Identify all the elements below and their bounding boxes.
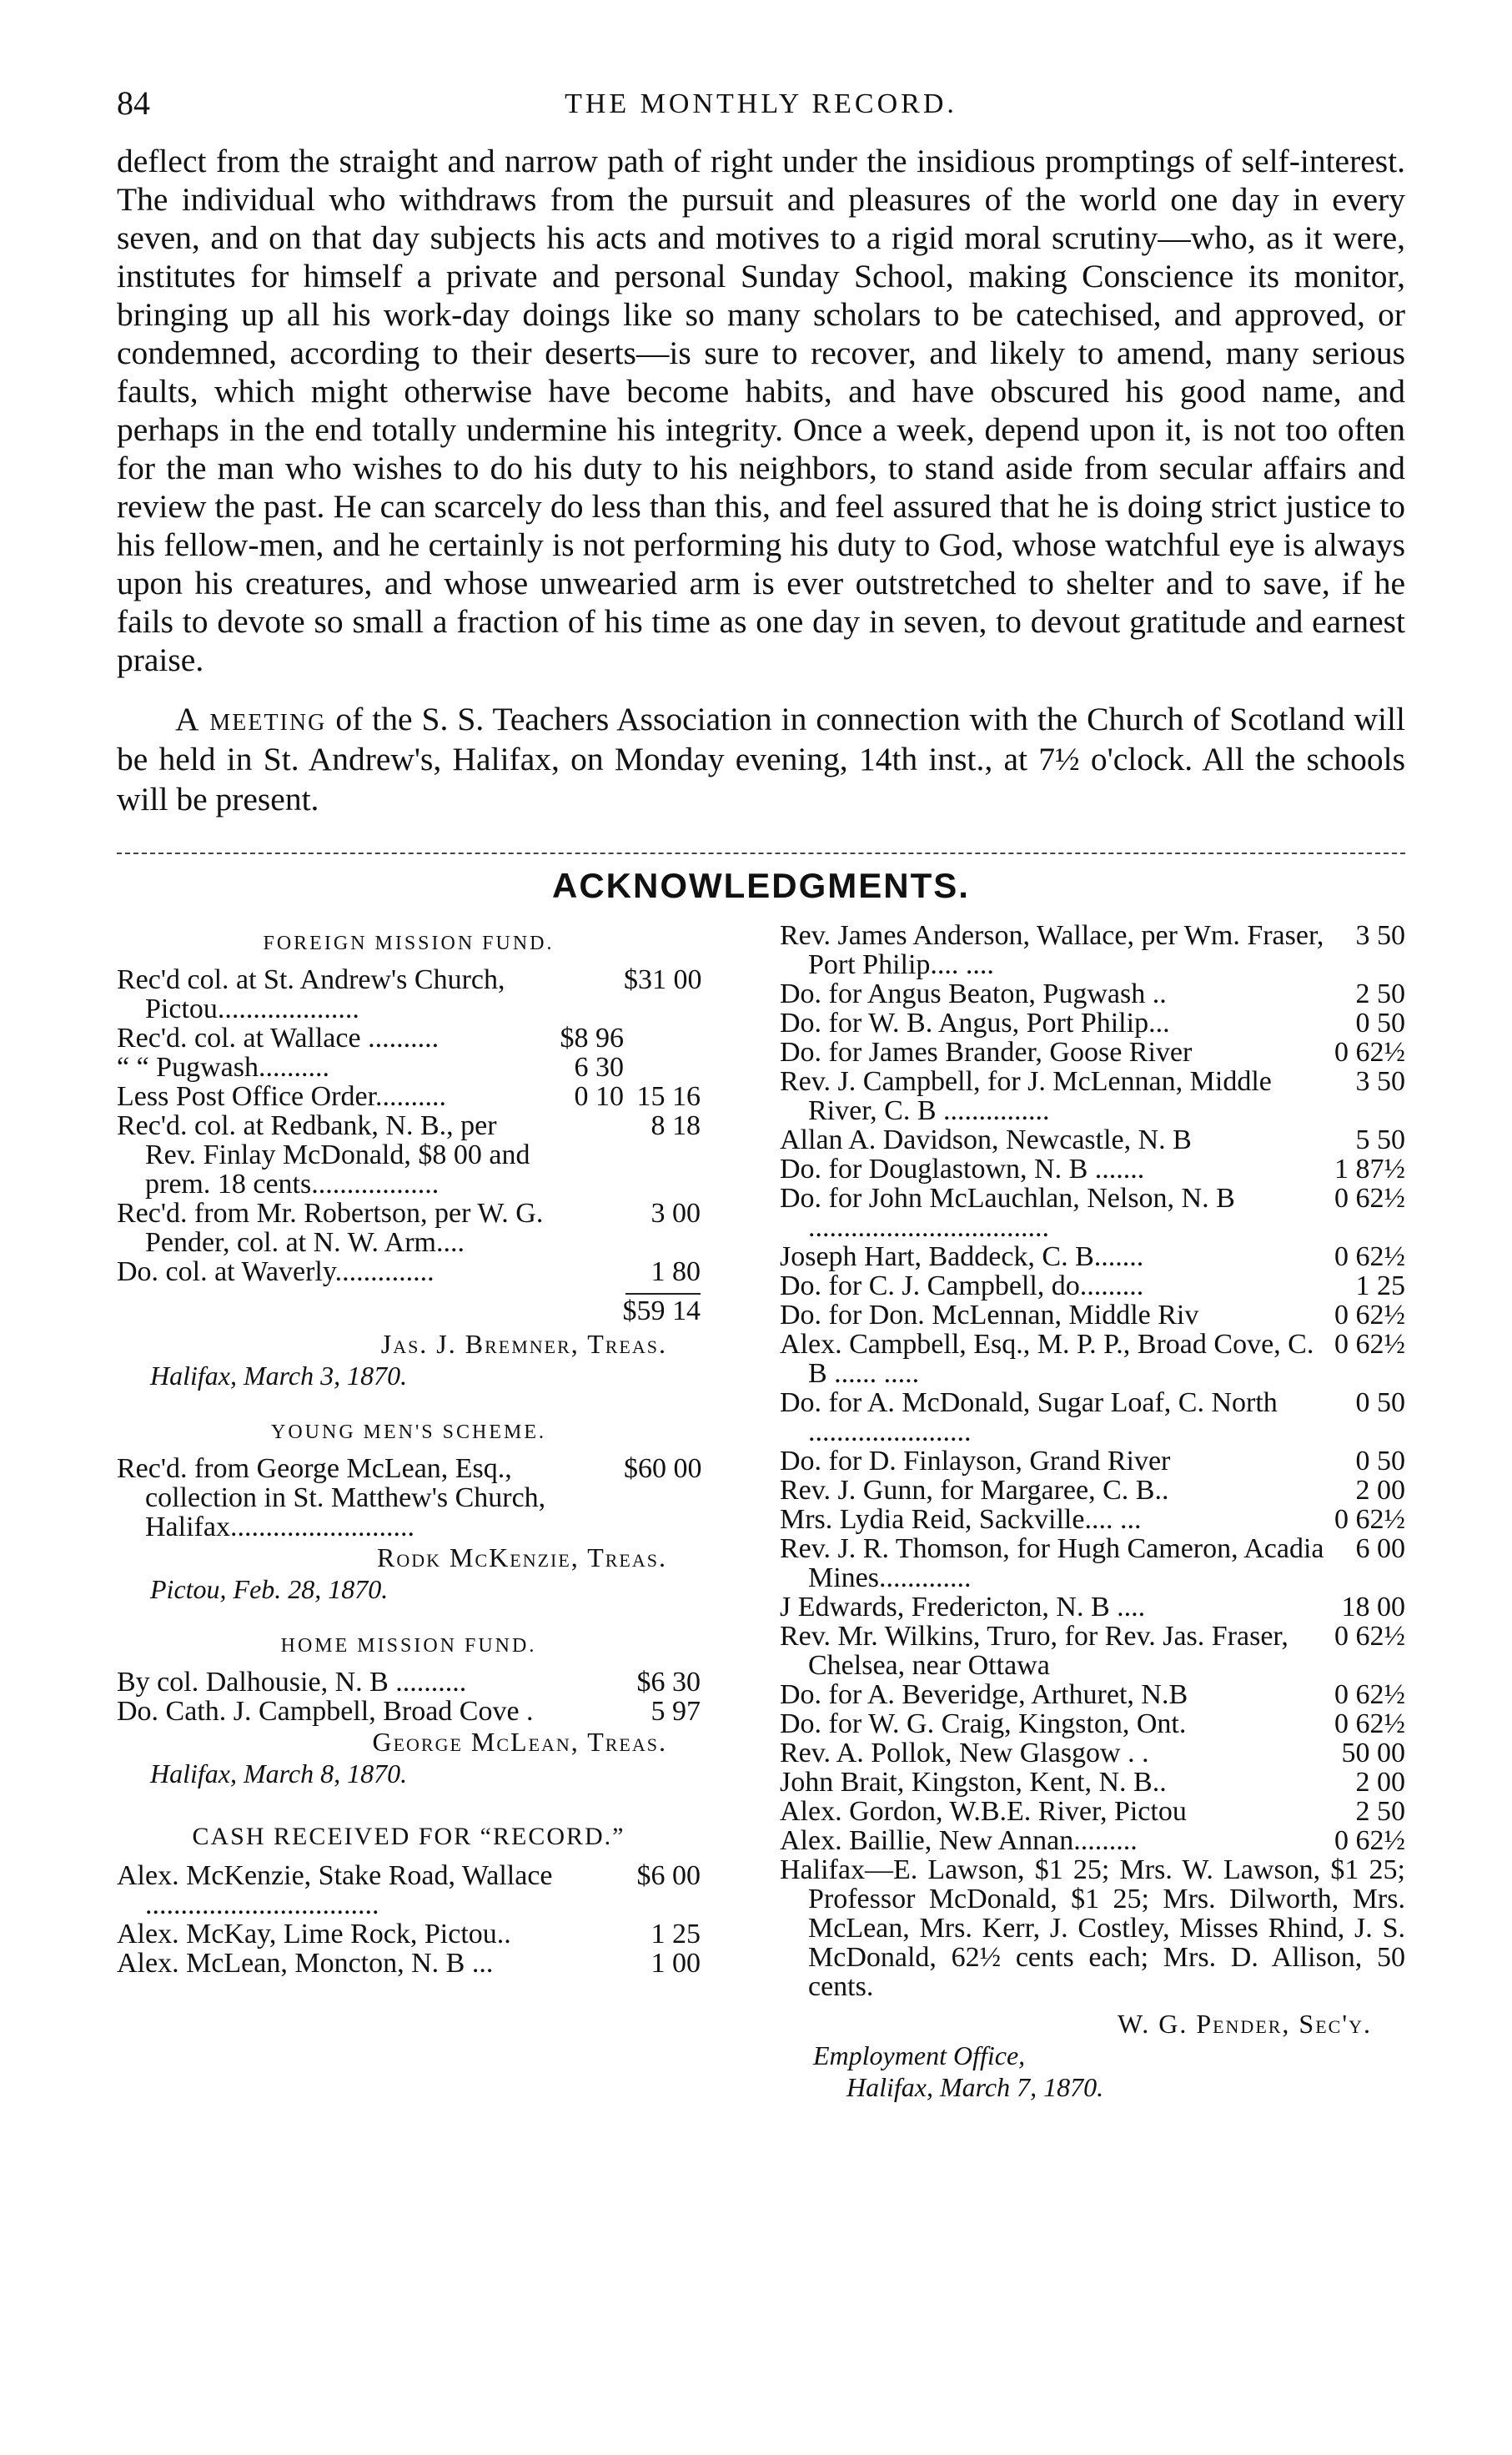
- entry-amount: 0 62½: [1334, 1620, 1405, 1652]
- entry-subamount: 6 30: [574, 1051, 624, 1083]
- foreign-mission-total: $59 14: [622, 1295, 701, 1326]
- entry-description: Rev. J. Gunn, for Margaree, C. B..: [780, 1474, 1169, 1506]
- ledger-entry: [780, 1446, 1405, 1476]
- entry-amount: 1 25: [651, 1918, 701, 1949]
- ledger-entry: [780, 1680, 1405, 1709]
- ledger-entry: [780, 1738, 1405, 1768]
- home-mission-list: [117, 1668, 701, 1726]
- entry-description: Do. for A. McDonald, Sugar Loaf, C. North .......................: [780, 1386, 1278, 1447]
- ledger-entry: [780, 1622, 1405, 1680]
- secretary-name: W. G. Pender, Sec'y.: [1117, 2008, 1372, 2039]
- ledger-entry: [780, 1038, 1405, 1067]
- meeting-text: of the S. S. Teachers Association in connection with the Church of Scotland will be held in St. Andrew's, Halifax, on Monday evening, 14th inst., at 7½ o'clock. All the schools will be present.: [117, 701, 1405, 817]
- entry-description: Joseph Hart, Baddeck, C. B.......: [780, 1240, 1144, 1272]
- entry-amount: 0 50: [1355, 1386, 1405, 1418]
- page-number: 84: [117, 84, 150, 122]
- ledger-entry: [117, 1949, 701, 1978]
- entry-amount: 3 50: [1355, 1065, 1405, 1097]
- ledger-entry: [780, 1826, 1405, 1855]
- entry-description: Alex. Gordon, W.B.E. River, Pictou: [780, 1795, 1187, 1827]
- foreign-mission-place: Halifax, March 3, 1870.: [150, 1360, 408, 1391]
- ledger-entry: [780, 1271, 1405, 1300]
- foreign-mission-heading: FOREIGN MISSION FUND.: [263, 932, 555, 954]
- cash-received-list: [117, 1861, 701, 1978]
- ledger-entry: [780, 1067, 1405, 1125]
- entry-amount: 2 00: [1355, 1474, 1405, 1506]
- entry-amount: 2 50: [1355, 1795, 1405, 1827]
- entry-amount: $60 00: [624, 1452, 702, 1484]
- entry-description: Do. for Angus Beaton, Pugwash ..: [780, 978, 1167, 1009]
- ledger-entry: [117, 1199, 701, 1257]
- entry-amount: 0 50: [1355, 1007, 1405, 1039]
- home-mission-signature: [117, 1726, 701, 1758]
- entry-description: Do. for John McLauchlan, Nelson, N. B ..................................: [780, 1182, 1235, 1243]
- ledger-entry: [117, 1697, 701, 1726]
- meeting-lead: A meeting: [175, 701, 327, 737]
- halifax-note: Halifax—E. Lawson, $1 25; Mrs. W. Lawson, $1 25; Professor McDonald, $1 25; Mrs. Dilworth, Mrs. McLean, Mrs. Kerr, J. Costley, Misses Rhind, J. S. McDonald, 62½ cents each; Mrs. D. Allison, 50 cents.: [780, 1854, 1405, 2002]
- record-payments-list: [780, 921, 1405, 1855]
- entry-amount: 15 16: [636, 1080, 701, 1112]
- ledger-entry: [780, 1242, 1405, 1271]
- entry-description: Alex. McKenzie, Stake Road, Wallace .................................: [117, 1859, 553, 1920]
- ledger-entry: [780, 1709, 1405, 1738]
- young-mens-heading: YOUNG MEN'S SCHEME.: [270, 1421, 546, 1443]
- home-mission-heading: HOME MISSION FUND.: [280, 1634, 537, 1657]
- entry-description: Do. for A. Beveridge, Arthuret, N.B: [780, 1678, 1188, 1710]
- entry-amount: 0 62½: [1334, 1824, 1405, 1856]
- left-column: [117, 921, 701, 1978]
- ledger-entry: [780, 1476, 1405, 1505]
- entry-description: Do. for W. B. Angus, Port Philip...: [780, 1007, 1170, 1039]
- entry-description: Alex. Baillie, New Annan.........: [780, 1824, 1138, 1856]
- entry-amount: 2 50: [1355, 978, 1405, 1009]
- entry-amount: 8 18: [651, 1109, 701, 1141]
- page: [117, 83, 1405, 2102]
- entry-amount: $6 00: [636, 1859, 701, 1891]
- page-header: [117, 83, 1405, 142]
- entry-description: Rec'd. from Mr. Robertson, per W. G. Pender, col. at N. W. Arm....: [117, 1197, 544, 1258]
- entry-amount: 3 00: [651, 1197, 701, 1229]
- entry-description: Alex. Campbell, Esq., M. P. P., Broad Cove, C. B ...... .....: [780, 1328, 1314, 1389]
- home-mission-place: Halifax, March 8, 1870.: [150, 1758, 408, 1788]
- right-column: [780, 921, 1405, 2103]
- entry-description: John Brait, Kingston, Kent, N. B..: [780, 1766, 1167, 1798]
- ledger-entry: [117, 1919, 701, 1949]
- entry-description: Allan A. Davidson, Newcastle, N. B: [780, 1124, 1192, 1155]
- ledger-entry: [117, 965, 701, 1024]
- treasurer-name: Rodk McKenzie, Treas.: [377, 1542, 667, 1572]
- entry-description: J Edwards, Fredericton, N. B ....: [780, 1591, 1146, 1622]
- ledger-entry: [780, 979, 1405, 1009]
- entry-description: Do. col. at Waverly..............: [117, 1255, 435, 1287]
- entry-description: Do. for James Brander, Goose River: [780, 1036, 1193, 1068]
- entry-subamount: $8 96: [560, 1022, 624, 1054]
- record-place-line2: Halifax, March 7, 1870.: [846, 2071, 1104, 2102]
- acknowledgments-heading: ACKNOWLEDGMENTS.: [552, 865, 970, 905]
- meeting-notice: [117, 699, 1405, 819]
- entry-amount: 0 62½: [1334, 1678, 1405, 1710]
- entry-amount: 2 00: [1355, 1766, 1405, 1798]
- ledger-entry: [780, 1155, 1405, 1184]
- entry-amount: 18 00: [1341, 1591, 1405, 1622]
- entry-description: Mrs. Lydia Reid, Sackville.... ...: [780, 1503, 1142, 1535]
- ledger-entry: [780, 1505, 1405, 1534]
- entry-description: Do. for W. G. Craig, Kingston, Ont.: [780, 1708, 1187, 1739]
- entry-description: Rec'd. col. at Redbank, N. B., per Rev. Finlay McDonald, $8 00 and prem. 18 cents..................: [117, 1109, 530, 1200]
- body-paragraph: deflect from the straight and narrow path of right under the insidious promptings of self-interest. The individual who withdraws from the pursuit and pleasures of the world one day in every seven, and on that day subjects his acts and motives to a rigid moral scrutiny—who, as it were, institutes for himself a private and personal Sunday School, making Conscience its monitor, bringing up all his work-day doings like so many scholars to be catechised, and approved, or condemned, according to their deserts—is sure to recover, and likely to amend, many serious faults, which might otherwise have become habits, and have obscured his good name, and perhaps in the end totally undermine his integrity. Once a week, depend upon it, is not too often for the man who wishes to do his duty to his neighbors, to stand aside from secular affairs and review the past. He can scarcely do less than this, and feel assured that he is doing strict justice to his fellow-men, and he certainly is not performing his duty to God, whose watchful eye is always upon his creatures, and whose unwearied arm is ever outstretched to shelter and to save, if he fails to devote so small a fraction of his time as one day in seven, to devout gratitude and earnest praise.: [117, 143, 1405, 678]
- foreign-mission-list: [117, 965, 701, 1286]
- ledger-entry: [117, 1024, 701, 1053]
- young-mens-list: [117, 1454, 701, 1542]
- entry-amount: 1 87½: [1334, 1153, 1405, 1185]
- entry-description: Do. Cath. J. Campbell, Broad Cove .: [117, 1695, 534, 1727]
- ledger-entry: [780, 1797, 1405, 1826]
- entry-amount: 1 00: [651, 1947, 701, 1979]
- ledger-entry: [117, 1111, 701, 1199]
- entry-amount: 1 80: [651, 1255, 701, 1287]
- ledger-entry: [780, 1009, 1405, 1038]
- entry-description: Do. for Douglastown, N. B .......: [780, 1153, 1145, 1185]
- entry-amount: 0 62½: [1334, 1299, 1405, 1331]
- record-signature: [780, 2008, 1405, 2040]
- treasurer-name: Jas. J. Bremner, Treas.: [380, 1328, 667, 1359]
- entry-description: Rev. Mr. Wilkins, Truro, for Rev. Jas. Fraser, Chelsea, near Ottawa: [780, 1620, 1288, 1681]
- record-place-line1: Employment Office,: [813, 2040, 1026, 2070]
- ledger-entry: [780, 1125, 1405, 1155]
- entry-description: Rec'd. from George McLean, Esq., collection in St. Matthew's Church, Halifax..........................: [117, 1452, 546, 1542]
- entry-description: Do. for Don. McLennan, Middle Riv: [780, 1299, 1199, 1331]
- entry-description: Alex. McKay, Lime Rock, Pictou..: [117, 1918, 511, 1949]
- entry-amount: 0 50: [1355, 1445, 1405, 1477]
- ledger-entry: [780, 1388, 1405, 1446]
- ledger-entry: [780, 1768, 1405, 1797]
- ledger-entry: [117, 1082, 701, 1111]
- ledger-entry: [117, 1257, 701, 1286]
- young-mens-place: Pictou, Feb. 28, 1870.: [150, 1573, 389, 1604]
- entry-description: Rev. James Anderson, Wallace, per Wm. Fraser, Port Philip.... ....: [780, 919, 1324, 980]
- ledger-entry: [780, 1300, 1405, 1330]
- running-title: THE MONTHLY RECORD.: [565, 88, 957, 119]
- young-mens-signature: [117, 1542, 701, 1573]
- entry-description: Rev. J. R. Thomson, for Hugh Cameron, Acadia Mines.............: [780, 1532, 1324, 1593]
- entry-amount: 1 25: [1355, 1270, 1405, 1301]
- ledger-entry: [780, 921, 1405, 979]
- entry-description: By col. Dalhousie, N. B ..........: [117, 1666, 467, 1698]
- entry-description: Less Post Office Order..........: [117, 1080, 447, 1112]
- entry-amount: 3 50: [1355, 919, 1405, 951]
- entry-amount: 0 62½: [1334, 1240, 1405, 1272]
- treasurer-name: George McLean, Treas.: [372, 1726, 667, 1757]
- entry-description: Rev. A. Pollok, New Glasgow . .: [780, 1737, 1149, 1768]
- entry-amount: 0 62½: [1334, 1328, 1405, 1360]
- entry-amount: $31 00: [624, 963, 702, 995]
- cash-received-heading: CASH RECEIVED FOR “RECORD.”: [192, 1822, 625, 1850]
- ledger-entry: [117, 1861, 701, 1919]
- ledger-entry: [780, 1534, 1405, 1592]
- ledger-entry: [117, 1053, 701, 1082]
- ledger-entry: [780, 1184, 1405, 1242]
- entry-amount: 0 62½: [1334, 1708, 1405, 1739]
- entry-description: “ “ Pugwash..........: [117, 1051, 329, 1083]
- ledger-entry: [780, 1592, 1405, 1622]
- section-divider: [117, 853, 1405, 854]
- entry-amount: 5 97: [651, 1695, 701, 1727]
- entry-subamount: 0 10: [574, 1080, 624, 1112]
- entry-description: Alex. McLean, Moncton, N. B ...: [117, 1947, 494, 1979]
- ledger-entry: [117, 1454, 701, 1542]
- entry-amount: 0 62½: [1334, 1503, 1405, 1535]
- entry-amount: 0 62½: [1334, 1182, 1405, 1214]
- entry-description: Rec'd col. at St. Andrew's Church, Pictou....................: [117, 963, 505, 1024]
- entry-amount: 5 50: [1355, 1124, 1405, 1155]
- ledger-entry: [117, 1668, 701, 1697]
- entry-amount: 0 62½: [1334, 1036, 1405, 1068]
- entry-description: Do. for D. Finlayson, Grand River: [780, 1445, 1171, 1477]
- entry-amount: $6 30: [636, 1666, 701, 1698]
- entry-amount: 6 00: [1355, 1532, 1405, 1564]
- foreign-mission-signature: [117, 1328, 701, 1360]
- entry-description: Do. for C. J. Campbell, do.........: [780, 1270, 1144, 1301]
- entry-description: Rec'd. col. at Wallace ..........: [117, 1022, 440, 1054]
- entry-description: Rev. J. Campbell, for J. McLennan, Middle River, C. B ...............: [780, 1065, 1272, 1126]
- entry-amount: 50 00: [1341, 1737, 1405, 1768]
- ledger-entry: [780, 1330, 1405, 1388]
